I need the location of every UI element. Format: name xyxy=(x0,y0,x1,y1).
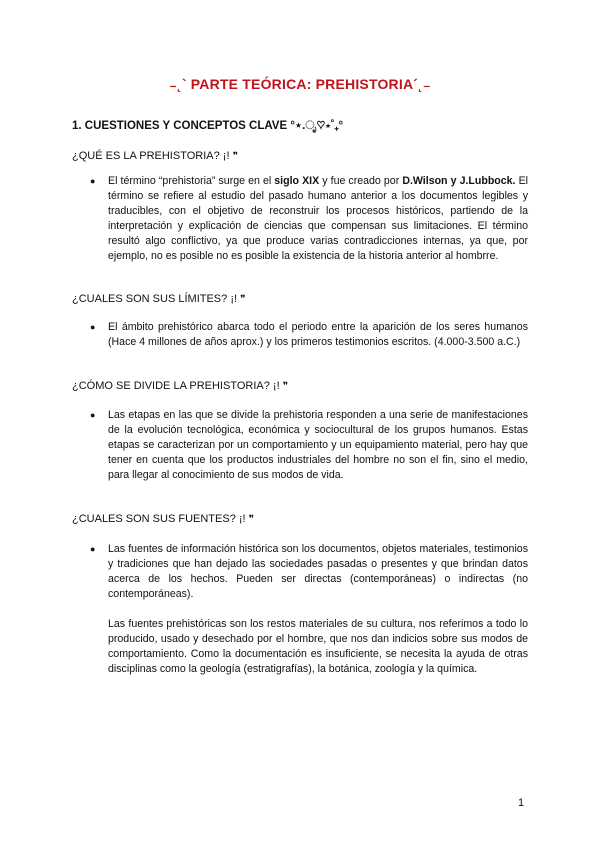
list-item xyxy=(90,174,528,264)
paragraph: Las etapas en las que se divide la prehistoria responden a una serie de manifestaciones de la evolución tecnológica, económica y sociocultural de los grupos humanos. Estas etapas se caracterizan por un comportamiento y un equipamiento material, pero hay que tener en cuenta que los productos industriales del hombre no son el fin, sino el medio, para llegar al conocimiento de sus modos de vida. xyxy=(108,409,528,481)
paragraph-text: y fue creado por xyxy=(319,175,403,187)
list-item xyxy=(90,320,528,350)
quote-icon: ❞ xyxy=(248,514,255,525)
list-item xyxy=(90,408,528,483)
paragraph xyxy=(108,174,528,264)
bullet-icon: ● xyxy=(90,544,96,554)
quote-icon: ❞ xyxy=(282,381,289,392)
list-item xyxy=(90,542,528,677)
paragraph-text: El término se refiere al estudio del pasado humano anterior a los documentos legibles y traducibles, con el objetivo de reconstruir los procesos históricos, partiendo de la interpretación y explicación de ciencias que compensan sus limitaciones. El término resultó algo conflictivo, ya que produce varias contradicciones internas, ya que, por ejemplo, no es posible no es posible la existencia de la historia anterior al hombrre. xyxy=(108,175,529,262)
question-text: ¿QUÉ ES LA PREHISTORIA? ¡! xyxy=(72,150,233,162)
quote-icon: ❞ xyxy=(232,151,238,162)
paragraph-text: El término “prehistoria” surge en el xyxy=(108,175,275,187)
question-text: ¿CUALES SON SUS LÍMITES? ¡! xyxy=(72,293,241,305)
page-number: 1 xyxy=(518,797,525,809)
bullet-icon: ● xyxy=(90,322,96,332)
bold-term: siglo XIX xyxy=(274,175,320,187)
question-heading-2 xyxy=(72,293,245,305)
paragraph: Las fuentes de información histórica son los documentos, objetos materiales, testimonios y tradiciones que han dejado las sociedades pasadas o presentes y que brindan datos acerca de los hechos. Pueden ser directas (contemporáneas) o indirectas (no contemporáneas). xyxy=(108,543,528,600)
page-title: ₋˛` PARTE TEÓRICA: PREHISTORIA´˛₋ xyxy=(169,76,431,92)
question-heading-3 xyxy=(72,380,288,392)
quote-icon: ❞ xyxy=(240,294,246,305)
bold-term: D.Wilson y J.Lubbock. xyxy=(402,175,516,187)
question-heading-4 xyxy=(72,513,254,525)
section-heading: 1. CUESTIONES Y CONCEPTOS CLAVE °⋆.ೃ♡⋆˚₊° xyxy=(72,120,344,132)
bullet-icon: ● xyxy=(90,176,96,186)
question-heading-1 xyxy=(72,150,238,162)
paragraph: Las fuentes prehistóricas son los restos materiales de su cultura, nos referimos a todo lo producido, usado y desechado por el hombre, que nos dan indicios sobre sus modos de comportamiento. Como la documentación es insuficiente, se necesita la ayuda de otras disciplinas como la geología (estratigrafías), la botánica, zoología y la química. xyxy=(108,618,528,675)
bullet-icon: ● xyxy=(90,410,96,420)
question-text: ¿CÓMO SE DIVIDE LA PREHISTORIA? ¡! xyxy=(72,380,283,392)
question-text: ¿CUALES SON SUS FUENTES? ¡! xyxy=(72,513,249,525)
paragraph: El ámbito prehistórico abarca todo el periodo entre la aparición de los seres humanos (Hace 4 millones de años aprox.) y los primeros testimonios escritos. (4.000-3.500 a.C.) xyxy=(108,321,528,348)
